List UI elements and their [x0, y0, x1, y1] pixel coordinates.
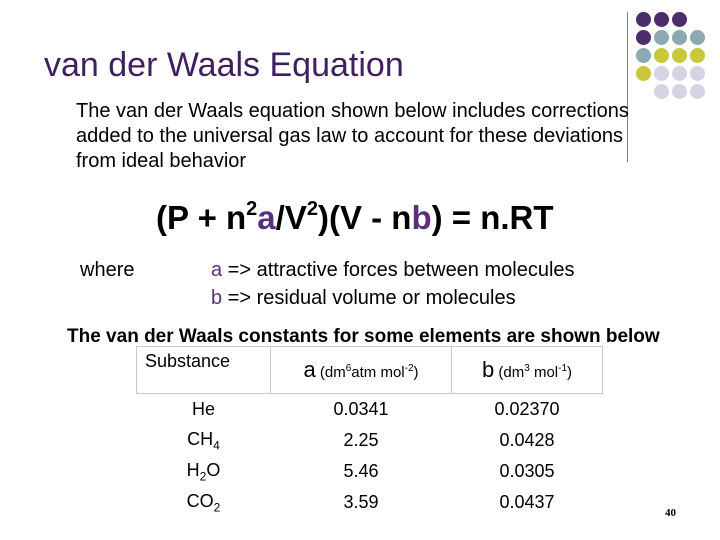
header-b-letter: b	[481, 357, 495, 382]
cell-substance	[137, 394, 271, 426]
table-row	[137, 456, 603, 487]
definition-text: => residual volume or molecules	[222, 287, 516, 309]
unit-sup: -1	[558, 363, 568, 374]
eq-constant-a: a	[257, 199, 276, 236]
header-substance: Substance	[137, 347, 271, 394]
formula: CO	[186, 490, 214, 511]
header-a-unit	[316, 364, 419, 381]
formula: H	[186, 459, 200, 480]
decorative-dot	[672, 12, 687, 27]
cell-b: 0.0428	[499, 430, 555, 450]
definition-b	[211, 287, 516, 310]
table-row	[137, 425, 603, 456]
eq-superscript: 2	[246, 198, 258, 220]
definition-letter: b	[211, 287, 223, 309]
eq-part: )(V - n	[317, 199, 412, 236]
formula-subscript: 2	[199, 469, 207, 484]
decorative-dot	[672, 48, 687, 63]
cell-substance	[137, 456, 271, 487]
cell-b: 0.0305	[499, 461, 555, 481]
where-label: where	[80, 259, 135, 281]
eq-part: (P + n	[156, 199, 247, 236]
decorative-dot	[636, 12, 651, 27]
cell-a: 0.0341	[333, 399, 389, 419]
unit-text: mol	[529, 364, 559, 381]
header-b	[452, 347, 603, 394]
cell-b: 0.0437	[499, 492, 555, 512]
table-row	[137, 487, 603, 518]
unit-text: (dm	[494, 364, 525, 381]
formula: O	[206, 459, 221, 480]
cell-a: 2.25	[343, 430, 379, 450]
formula-subscript: 4	[213, 438, 220, 453]
decorative-dot	[654, 66, 669, 81]
unit-text: )	[567, 364, 573, 381]
unit-sup: -2	[404, 363, 414, 374]
decorative-dot	[672, 66, 687, 81]
unit-text: atm mol	[351, 364, 405, 381]
table-header-row	[137, 347, 603, 394]
van-der-waals-equation	[156, 198, 554, 237]
unit-sup: 6	[345, 363, 352, 374]
decorative-dot	[654, 48, 669, 63]
decorative-dot	[654, 84, 669, 99]
constants-table	[136, 346, 603, 518]
decorative-dot	[690, 48, 705, 63]
formula: CH	[187, 428, 214, 449]
cell-substance	[137, 487, 271, 518]
page-number: 40	[665, 507, 676, 519]
decorative-dot	[672, 30, 687, 45]
decorative-dot	[636, 30, 651, 45]
formula: He	[191, 399, 215, 419]
definition-letter: a	[211, 259, 223, 281]
unit-text: )	[413, 364, 419, 381]
cell-substance	[137, 425, 271, 456]
table-row	[137, 394, 603, 426]
formula-subscript: 2	[213, 500, 221, 515]
cell-b: 0.02370	[494, 399, 560, 419]
cell-a: 3.59	[343, 492, 379, 512]
constants-heading: The van der Waals constants for some elements are shown below	[67, 326, 660, 347]
decorative-dot	[672, 84, 687, 99]
slide-title: van der Waals Equation	[44, 46, 404, 84]
unit-sup: 3	[524, 363, 530, 374]
decorative-dot	[636, 66, 651, 81]
eq-constant-b: b	[411, 199, 432, 236]
decorative-dot	[690, 84, 705, 99]
header-b-unit	[494, 364, 572, 381]
definition-a	[211, 259, 575, 282]
cell-a: 5.46	[343, 461, 379, 481]
unit-text: (dm	[315, 364, 346, 381]
header-a-letter: a	[303, 357, 316, 382]
decorative-dot	[690, 30, 705, 45]
intro-paragraph: The van der Waals equation shown below includes corrections added to the universal gas law to account for these deviations from ideal behavior	[76, 100, 629, 172]
definition-text: => attractive forces between molecules	[222, 259, 575, 281]
decorative-dot	[636, 48, 651, 63]
eq-superscript: 2	[306, 198, 318, 220]
eq-part: ) = n.RT	[431, 199, 554, 236]
eq-part: /V	[275, 199, 307, 236]
decorative-dot	[654, 30, 669, 45]
decorative-dot	[654, 12, 669, 27]
header-a	[271, 347, 452, 394]
decorative-dot	[690, 66, 705, 81]
